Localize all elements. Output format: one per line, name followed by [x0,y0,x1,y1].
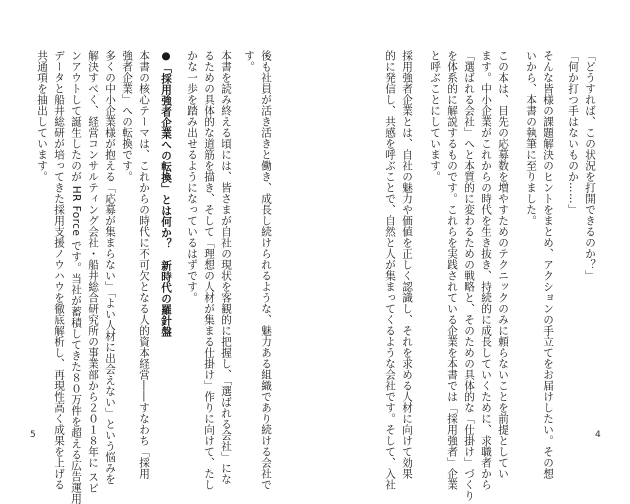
text-line: かな一歩を踏み出せるようになっているはずです。 [186,50,198,303]
text-line: ます。中小企業がこれからの時代を生き抜き、持続的に成長していくために、求職者から [480,50,492,490]
text-line: 「何か打つ手はないものか……」 [567,50,579,215]
page-right [315,0,630,501]
text-line: 採用強者企業とは、自社の魅力や価値を正しく認識し、それを求める人材に向けて効果 [401,50,413,479]
text-line: 後も社員が活き活きと働き、成長し続けられるような、魅力ある組織であり続ける会社で [260,50,272,490]
text-line: す。 [243,50,255,72]
text-line: を体系的に解説するものです。これらを実践されている企業を本書では「採用強者」企業 [446,50,458,490]
section-heading: ●「採用強者企業への転換」とは何か？ 新時代の羅針盤 [160,50,172,338]
page-number: 4 [595,430,601,440]
text-line: 「選ばれる会社」へと本質的に変わるための戦略と、そのための具体的な「仕掛け」づくり [463,50,475,501]
text-line: 本書を読み終える頃には、皆さまが自社の現状を客観的に把握し、「選ばれる会社」にな [220,50,232,485]
text-line: いから、本書の執筆に至りました。 [525,50,537,226]
text-line: 「どうすれば、この状況を打開できるのか？」 [584,50,596,281]
text-line: 強者企業」への転換です。 [121,50,133,182]
text-line: 多くの中小企業様が抱える「応募が集まらない」「よい人材に出会えない」という悩みを [104,50,116,485]
text-line: ンアウトして誕生したのが HR Force です。当社が蓄積してきた８０万件を超える広告運用 [70,50,82,504]
text-line: るための具体的な道筋を描き、そして「理想の人材が集まる仕掛け」作りに向けて、たし [203,50,215,490]
text-line: 解決すべく、経営コンサルティング会社・船井総合研究所の事業部から２０１８年に スピ [87,50,99,494]
page-number: 5 [30,430,36,440]
text-line: この本は、目先の応募数を増やすためのテクニックのみに頼らないことを前提としてい [497,50,509,479]
text-line: と呼ぶことにしています。 [429,50,441,182]
text-line: 共通項を抽出しています。 [36,50,48,182]
text-line: データと船井総研が培ってきた採用支援ノウハウを徹底解析し、再現性高く成果を上げる [53,50,65,490]
text-line: 的に発信し、共感を呼ぶことで、自然と人が集まってくるような会社です。そして、入社 [384,50,396,490]
text-line: 本書の核心テーマは、これからの時代に不可欠となる人的資本経営――すなわち「採用 [138,50,150,479]
text-line: そんな皆様の課題解決のヒントをまとめ、アクションの手立てをお届けしたい。その想 [542,50,554,479]
